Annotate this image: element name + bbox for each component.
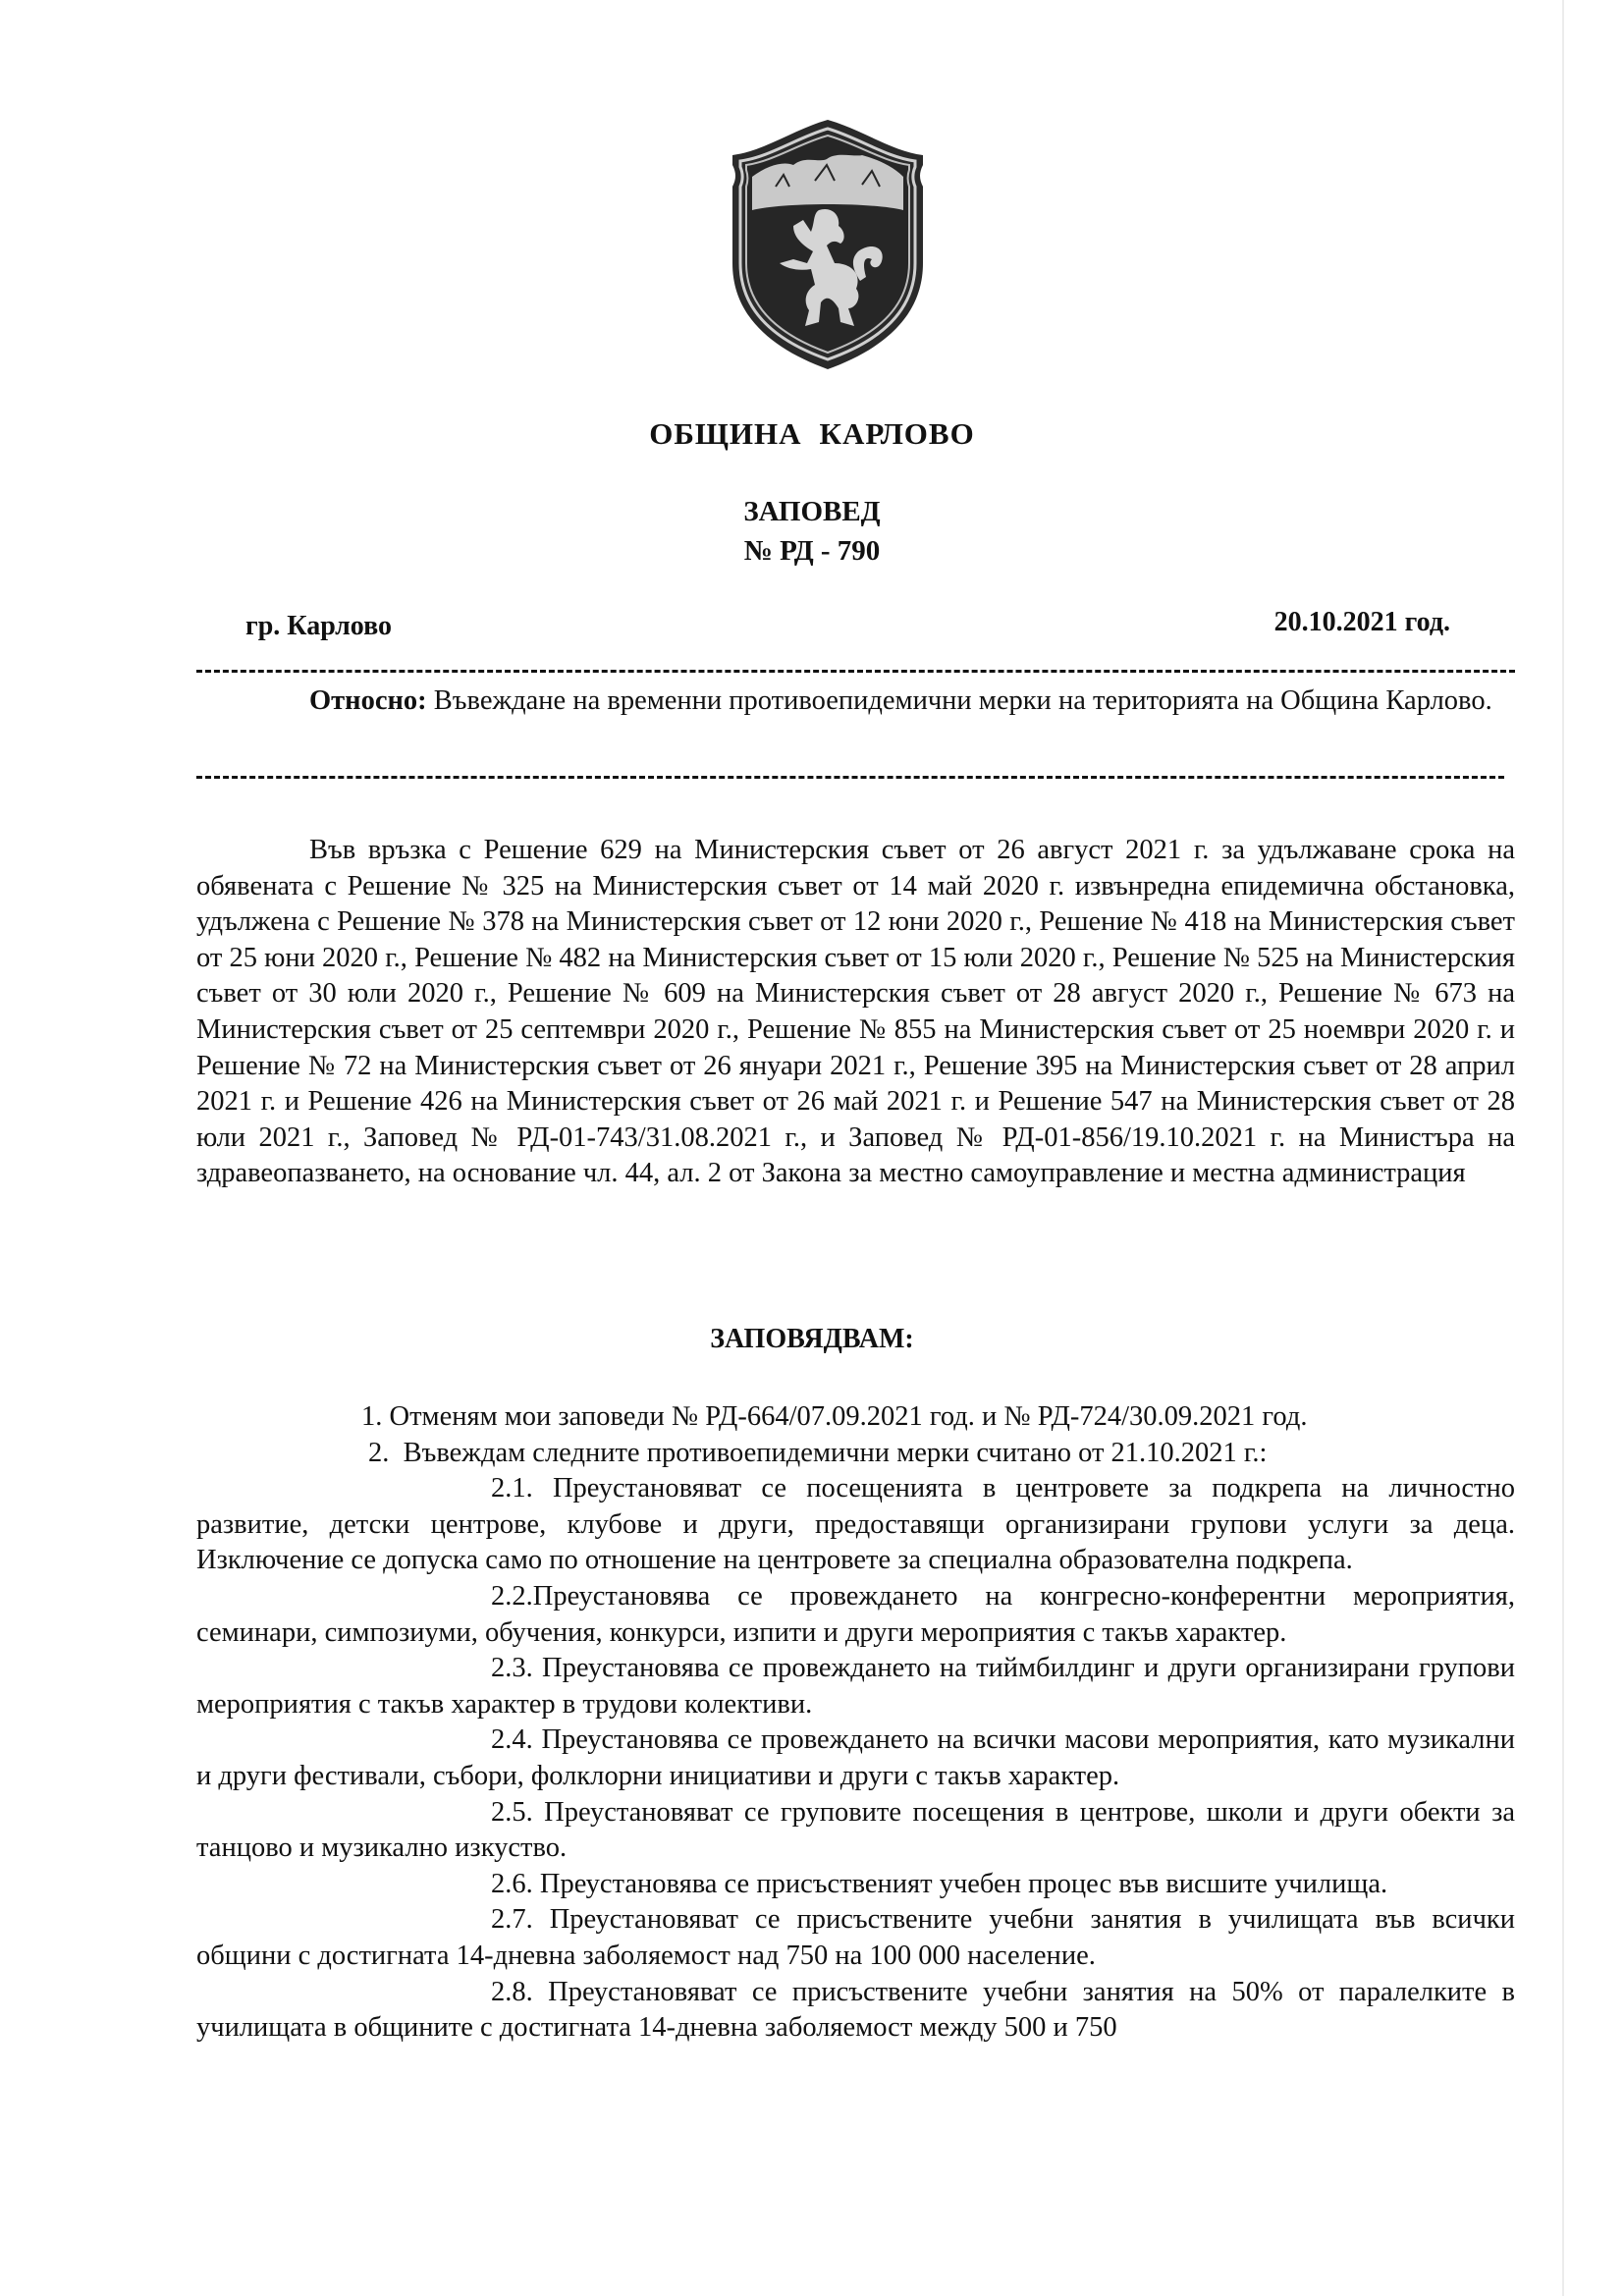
municipality-word-1: ОБЩИНА bbox=[649, 416, 802, 451]
subitem-number: 2.8. bbox=[491, 1976, 533, 2007]
decree-items bbox=[196, 1399, 1515, 2047]
subitem-2-4 bbox=[196, 1722, 1515, 1794]
page-edge bbox=[1562, 0, 1564, 2296]
subitem-2-7 bbox=[196, 1902, 1515, 1974]
dashed-divider-bottom bbox=[196, 776, 1504, 779]
subitem-text: Преустановяват се присъствените учебни занятия в училищата във всички общини с достигната 14-дневна заболяемост над 750 на 100 000 население. bbox=[196, 1904, 1515, 1971]
item-number: 2. bbox=[368, 1437, 390, 1468]
subitem-number: 2.7. bbox=[491, 1904, 533, 1936]
subitem-2-5 bbox=[196, 1795, 1515, 1867]
dashed-divider-top bbox=[196, 670, 1515, 673]
subitem-2-1 bbox=[196, 1471, 1515, 1579]
item-1 bbox=[196, 1399, 1515, 1436]
subitem-2-2 bbox=[196, 1579, 1515, 1651]
place: гр. Карлово bbox=[245, 611, 393, 641]
subitem-number: 2.5. bbox=[491, 1796, 533, 1828]
preamble-paragraph: Във връзка с Решение 629 на Министерския съвет от 26 август 2021 г. за удължаване срока на обявената с Решение № 325 на Министерския съвет от 14 май 2020 г. извънредна епидемична обстановка, удължена с Решение № 378 на Министерския съвет от 12 юни 2020 г., Решение № 418 на Министерския съвет от 25 юни 2020 г., Решение № 482 на Министерския съвет от 15 юли 2020 г., Решение № 525 на Министерския съвет от 30 юли 2020 г., Решение № 609 на Министерския съвет от 28 август 2020 г., Решение № 673 на Министерския съвет от 25 септември 2020 г., Решение № 855 на Министерския съвет от 25 ноември 2020 г. и Решение № 72 на Министерския съвет от 26 януари 2021 г., Решение 395 на Министерския съвет от 28 април 2021 г. и Решение 426 на Министерския съвет от 26 май 2021 г. и Решение 547 на Министерския съвет от 28 юли 2021 г., Заповед № РД-01-743/31.08.2021 г., и Заповед № РД-01-856/19.10.2021 г. на Министъра на здравеопазването, на основание чл. 44, ал. 2 от Закона за местно самоуправление и местна администрация bbox=[196, 835, 1515, 1189]
subitem-text: Преустановява се провеждането на всички масови мероприятия, като музикални и други фестивали, събори, фолклорни инициативи и други с такъв характер. bbox=[196, 1724, 1515, 1791]
document-date: 20.10.2021 год. bbox=[1273, 607, 1450, 637]
subitem-text: Преустановяват се посещенията в центровете за подкрепа на личностно развитие, детски центрове, клубове и други, предоставящи организирани групови услуги за деца. Изключение се допуска само по отношение на центровете за специална образователна подкрепа. bbox=[196, 1473, 1516, 1576]
decree-heading: ЗАПОВЯДВАМ: bbox=[710, 1324, 914, 1354]
document-number: № РД - 790 bbox=[743, 535, 881, 567]
item-2 bbox=[196, 1436, 1515, 1472]
subitem-text: Преустановяват се присъствените учебни занятия на 50% от паралелките в училищата в общините с достигната 14-дневна заболяемост между 500 и 750 bbox=[196, 1976, 1516, 2044]
subitem-text: Преустановяват се груповите посещения в центрове, школи и други обекти за танцово и музикално изкуство. bbox=[196, 1796, 1515, 1864]
subject-paragraph bbox=[196, 683, 1515, 720]
subitem-2-6 bbox=[196, 1867, 1515, 1903]
subitem-text: Преустановява се провеждането на тиймбилдинг и други организирани групови мероприятия с такъв характер в трудови колективи. bbox=[196, 1653, 1516, 1720]
item-text: Отменям мои заповеди № РД-664/07.09.2021 год. и № РД-724/30.09.2021 год. bbox=[389, 1401, 1308, 1432]
document-type: ЗАПОВЕД bbox=[743, 496, 881, 527]
item-text: Въвеждам следните противоепидемични мерки считано от 21.10.2021 г.: bbox=[403, 1437, 1268, 1468]
subitem-2-3 bbox=[196, 1651, 1515, 1722]
subitem-text: Преустановява се присъственият учебен процес във висшите училища. bbox=[539, 1868, 1388, 1899]
municipality-title bbox=[0, 416, 1624, 452]
item-number: 1. bbox=[361, 1401, 383, 1432]
subitem-number: 2.4. bbox=[491, 1724, 533, 1756]
subject-label: Относно: bbox=[309, 685, 427, 716]
subitem-text: Преустановява се провеждането на конгресно-конферентни мероприятия, семинари, симпозиуми, обучения, конкурси, изпити и други мероприятия с такъв характер. bbox=[196, 1580, 1515, 1648]
coat-of-arms-icon bbox=[725, 116, 931, 371]
subitem-number: 2.2. bbox=[491, 1580, 533, 1612]
subitem-number: 2.1. bbox=[491, 1473, 533, 1504]
subitem-number: 2.6. bbox=[491, 1868, 533, 1899]
subitem-2-8 bbox=[196, 1975, 1515, 2047]
subject-text: Въвеждане на временни противоепидемични мерки на територията на Община Карлово. bbox=[433, 685, 1492, 716]
municipality-word-2: КАРЛОВО bbox=[819, 416, 975, 451]
subitem-number: 2.3. bbox=[491, 1653, 533, 1684]
